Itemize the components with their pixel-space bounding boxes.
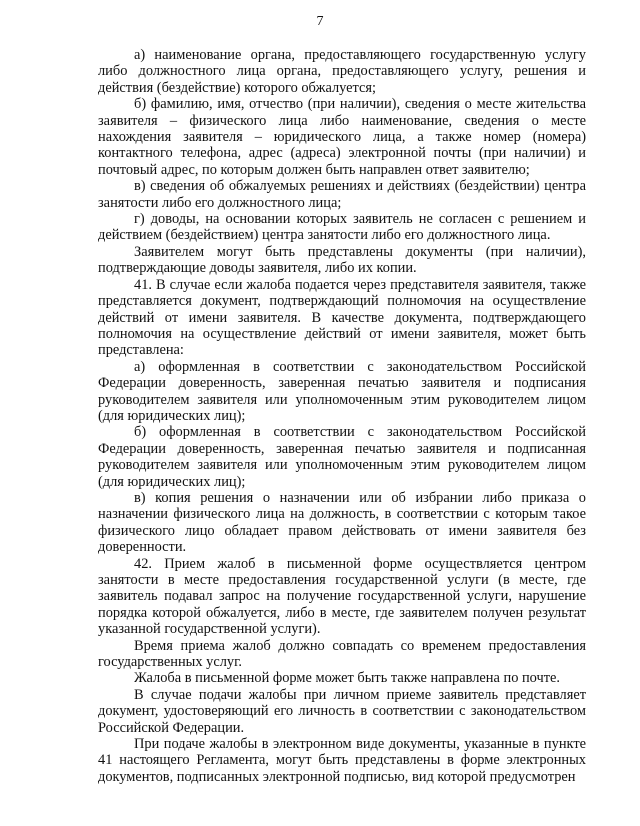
paragraph-clause-41-b: б) оформленная в соответствии с законодательством Российской Федерации доверенность, заверенная печатью заявителя и подписанная руководителем заявителя или уполномоченным этим руководителем лицом (для юридических лиц); — [98, 424, 586, 490]
paragraph-item-v: в) сведения об обжалуемых решениях и действиях (бездействии) центра занятости либо его должностного лица; — [98, 178, 586, 211]
paragraph-personal-reception: В случае подачи жалобы при личном приеме заявитель представляет документ, удостоверяющий его личность в соответствии с законодательством Российской Федерации. — [98, 686, 586, 736]
paragraph-item-a: а) наименование органа, предоставляющего государственную услугу либо должностного лица органа, предоставляющего услугу, решения и действия (бездействие) которого обжалуется; — [98, 47, 586, 96]
paragraph-item-g: г) доводы, на основании которых заявитель не согласен с решением и действием (бездействием) центра занятости либо его должностного лица. — [98, 211, 586, 244]
paragraph-clause-41-a: а) оформленная в соответствии с законодательством Российской Федерации доверенность, заверенная печатью заявителя и подписания руководителем заявителя или уполномоченным этим руководителем лицом (для юридических лиц); — [98, 358, 586, 424]
paragraph-documents-note: Заявителем могут быть представлены документы (при наличии), подтверждающие доводы заявителя, либо их копии. — [98, 243, 586, 277]
paragraph-clause-41: 41. В случае если жалоба подается через представителя заявителя, также представляется документ, подтверждающий полномочия на осуществление действий от имени заявителя. В качестве документа, подтверждающего полномочия на осуществление действий от имени заявителя, может быть представлена: — [98, 276, 586, 359]
paragraph-clause-42: 42. Прием жалоб в письменной форме осуществляется центром занятости в месте предоставления государственной услуги (в месте, где заявитель подавал запрос на получение государственной услуги, нарушение порядка которой обжалуется, либо в месте, где заявителем получен результат указанной государственной услуги). — [98, 555, 586, 638]
paragraph-mail: Жалоба в письменной форме может быть также направлена по почте. — [134, 670, 561, 687]
page-number: 7 — [316, 14, 324, 29]
paragraph-reception-time: Время приема жалоб должно совпадать со временем предоставления государственных услуг. — [98, 637, 586, 671]
paragraph-clause-41-v: в) копия решения о назначении или об избрании либо приказа о назначении физического лица на должность, в соответствии с которым такое физического лицо обладает правом действовать от имени заявителя без доверенности. — [98, 489, 586, 556]
paragraph-item-b: б) фамилию, имя, отчество (при наличии), сведения о месте жительства заявителя – физического лица либо наименование, сведения о месте нахождения заявителя – юридического лица, а также номер (номера) контактного телефона, адрес (адреса) электронной почты (при наличии) и почтовый адрес, по которым должен быть направлен ответ заявителю; — [98, 96, 586, 178]
paragraph-electronic-submission: При подаче жалобы в электронном виде документы, указанные в пункте 41 настоящего Регламента, могут быть представлены в форме электронных документов, подписанных электронной подписью, вид которой предусмотрен — [98, 736, 586, 785]
document-body — [98, 47, 586, 785]
